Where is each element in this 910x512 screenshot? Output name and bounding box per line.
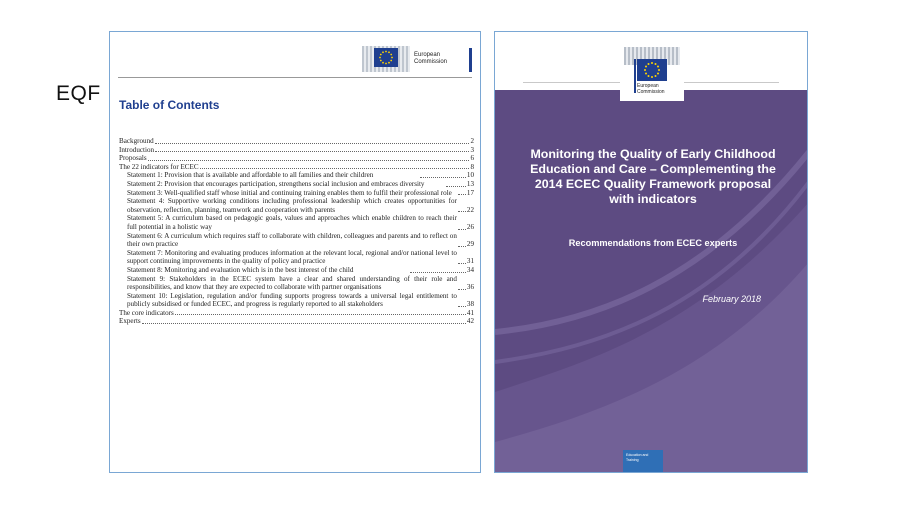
cover-title: Monitoring the Quality of Early Childhood Education and Care – Complementing the 2014 ECEC Quality Framework proposal with indicators — [530, 147, 776, 206]
toc-entry-page: 13 — [466, 179, 475, 188]
toc-entry-text: Statement 9: Stakeholders in the ECEC system have a clear and shared understanding of their role and responsibilities, and know that they are expected to collaborate with partner organisations — [127, 274, 457, 292]
toc-leader-dots — [410, 272, 466, 273]
toc-entry-text: Statement 6: A curriculum which requires staff to collaborate with children, colleagues and parents and to reflect on their own practice — [127, 231, 457, 249]
toc-entry-page: 29 — [466, 240, 474, 249]
toc-leader-dots — [420, 177, 466, 178]
toc-leader-dots — [155, 143, 470, 144]
logo-accent-bar — [469, 48, 472, 72]
european-commission-logo — [362, 46, 472, 76]
toc-entry-page: 36 — [466, 283, 474, 292]
toc-title: Table of Contents — [119, 98, 220, 112]
toc-entry[interactable] — [119, 249, 474, 266]
toc-entry[interactable] — [119, 317, 474, 326]
toc-leader-dots — [142, 323, 466, 324]
toc-leader-dots — [200, 168, 470, 169]
cover-page — [494, 31, 808, 473]
toc-leader-dots — [458, 211, 466, 212]
toc-entry-page: 22 — [466, 205, 474, 214]
logo-text: European Commission — [637, 83, 665, 95]
toc-entry-text: Introduction — [119, 145, 155, 154]
toc-entry[interactable] — [119, 137, 474, 146]
toc-entry[interactable] — [119, 171, 474, 180]
toc-entry-page: 34 — [466, 265, 474, 274]
toc-leader-dots — [155, 151, 469, 152]
toc-leader-dots — [458, 229, 466, 230]
toc-entry-text: Experts — [119, 317, 141, 326]
logo-accent-bar — [634, 59, 636, 93]
toc-entry[interactable] — [119, 292, 474, 309]
eu-flag-icon — [637, 59, 667, 81]
toc-entry-page: 8 — [470, 162, 474, 171]
toc-entry-page: 38 — [466, 300, 474, 309]
slide-label: EQF — [56, 82, 101, 105]
toc-leader-dots — [446, 186, 466, 187]
toc-entry-text: The core indicators — [119, 308, 174, 317]
toc-leader-dots — [458, 263, 466, 264]
cover-date: February 2018 — [702, 294, 761, 304]
toc-entry[interactable] — [119, 275, 474, 292]
toc-entry-page: 6 — [470, 154, 474, 163]
toc-entry-page: 26 — [466, 222, 474, 231]
toc-entry-text: Statement 8: Monitoring and evaluation which is in the best interest of the child — [127, 265, 354, 274]
toc-entry-page: 31 — [466, 257, 474, 266]
eu-flag-icon — [374, 48, 398, 67]
toc-entry-page: 3 — [470, 145, 474, 154]
toc-entry-page: 42 — [466, 317, 474, 326]
toc-entry[interactable] — [119, 266, 474, 275]
toc-entry[interactable] — [119, 189, 474, 198]
toc-entry-text: Statement 3: Well-qualified staff whose initial and continuing training enables them to fulfil their professional role — [127, 188, 452, 197]
toc-entry-text: Statement 4: Supportive working conditions including professional leadership which creates opportunities for observation, reflection, planning, teamwork and cooperation with parents — [127, 197, 457, 214]
toc-entry-page: 2 — [470, 137, 474, 145]
header-divider — [118, 77, 472, 78]
toc-list — [119, 137, 474, 326]
toc-entry[interactable] — [119, 197, 474, 214]
toc-entry[interactable] — [119, 180, 474, 189]
toc-entry-text: Statement 7: Monitoring and evaluating produces information at the relevant local, regional and/or national level to support continuing improvements in the quality of policy and practice — [127, 248, 457, 266]
toc-entry-text: Statement 1: Provision that is available and affordable to all families and their children — [127, 171, 374, 180]
toc-leader-dots — [148, 160, 470, 161]
toc-entry-page: 10 — [466, 171, 474, 180]
toc-leader-dots — [458, 194, 466, 195]
publisher-badge: Education and Training — [623, 450, 663, 472]
logo-text: European Commission — [414, 52, 448, 65]
toc-entry-text: The 22 indicators for ECEC — [119, 162, 199, 171]
toc-entry-text: Statement 5: A curriculum based on pedagogic goals, values and approaches which enable children to reach their full potential in a holistic way — [127, 214, 457, 231]
toc-entry-text: Proposals — [119, 154, 147, 163]
toc-leader-dots — [175, 314, 466, 315]
toc-entry[interactable] — [119, 154, 474, 163]
toc-entry-text: Statement 2: Provision that encourages participation, strengthens social inclusion and embraces diversity — [127, 179, 425, 188]
european-commission-logo-large — [620, 47, 684, 101]
toc-entry-page: 41 — [466, 308, 474, 317]
toc-leader-dots — [458, 306, 466, 307]
toc-entry-text: Background — [119, 137, 154, 145]
toc-entry[interactable] — [119, 163, 474, 172]
toc-entry[interactable] — [119, 146, 474, 155]
cover-subtitle: Recommendations from ECEC experts — [568, 238, 738, 248]
toc-page — [109, 31, 481, 473]
toc-entry[interactable] — [119, 232, 474, 249]
toc-entry-text: Statement 10: Legislation, regulation and/or funding supports progress towards a universal legal entitlement to publicly subsidised or funded ECEC, and progress is regularly reported to all stakeholders — [127, 291, 457, 309]
toc-entry[interactable] — [119, 309, 474, 318]
toc-entry-page: 17 — [466, 188, 474, 197]
toc-leader-dots — [458, 246, 466, 247]
toc-entry[interactable] — [119, 214, 474, 231]
toc-leader-dots — [458, 289, 466, 290]
